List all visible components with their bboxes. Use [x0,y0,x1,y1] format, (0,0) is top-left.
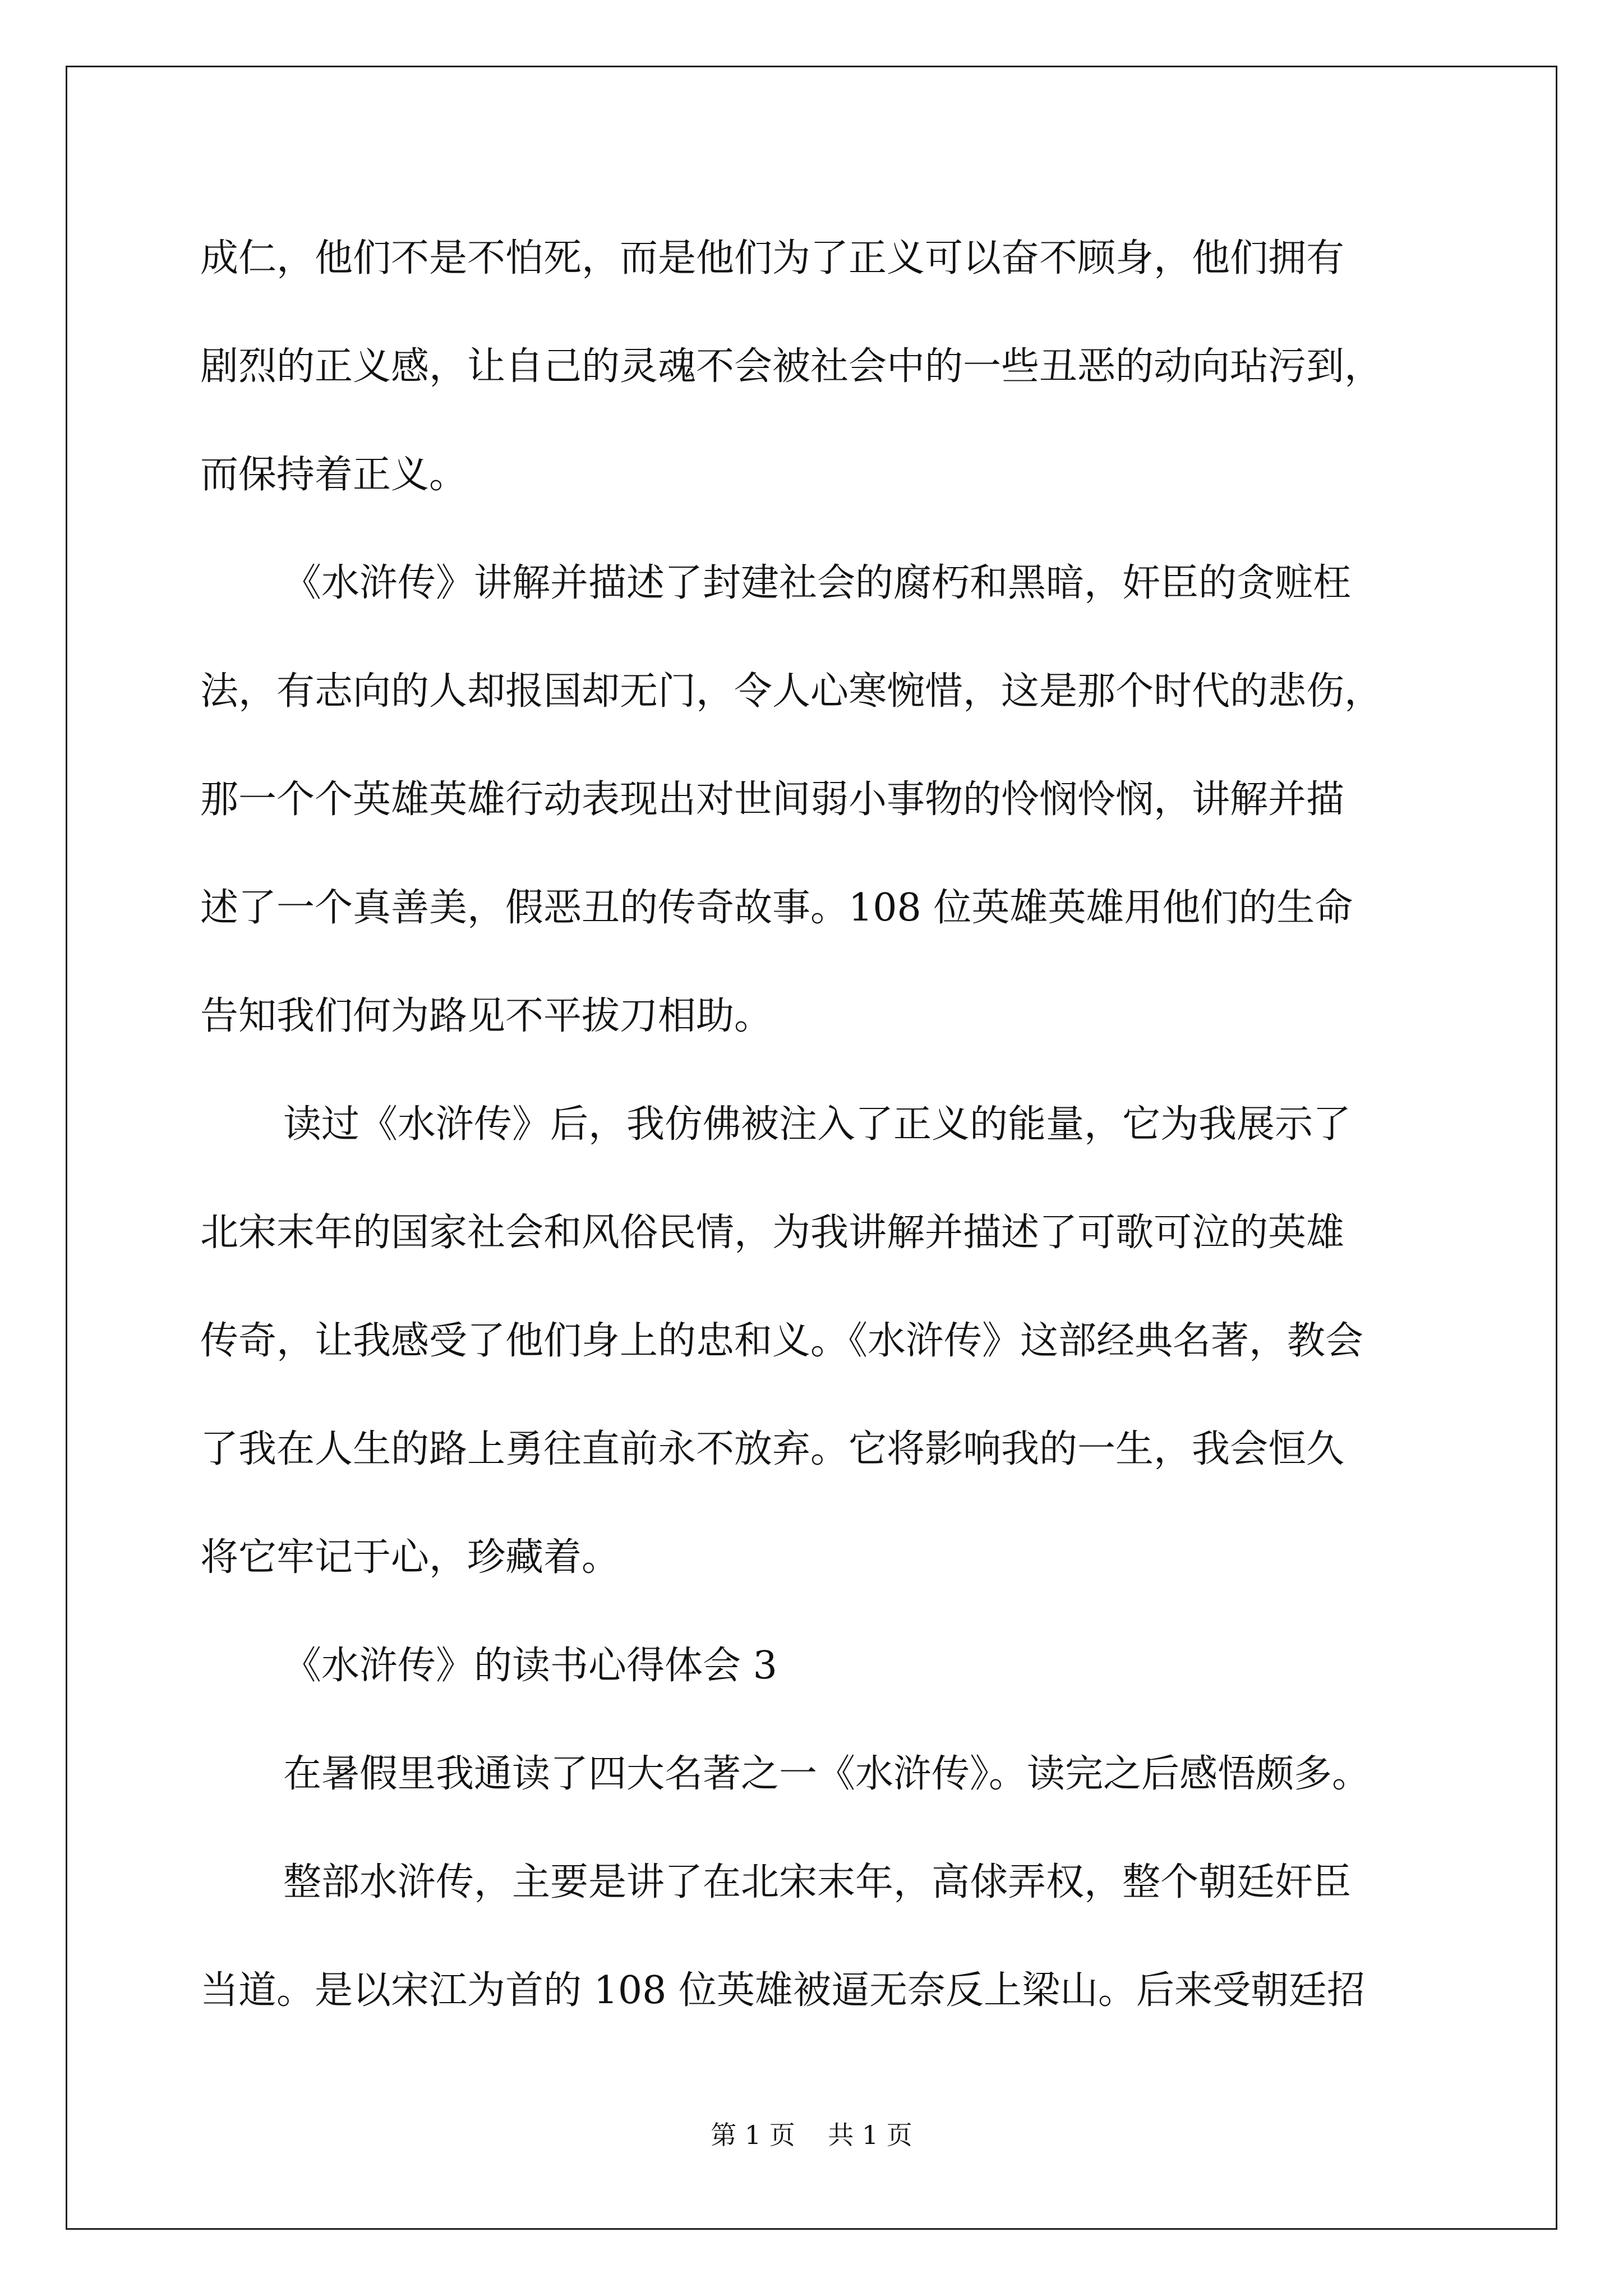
paragraph-start-line: 读过《水浒传》后，我仿佛被注入了正义的能量，它为我展示了 [283,1102,1352,1147]
paragraph-start-line: 《水浒传》讲解并描述了封建社会的腐朽和黑暗，奸臣的贪赃枉 [283,561,1352,605]
text-line: 法，有志向的人却报国却无门，令人心寒惋惜，这是那个时代的悲伤， [200,669,1383,714]
paragraph-start-line: 整部水浒传，主要是讲了在北宋末年，高俅弄权，整个朝廷奸臣 [283,1860,1352,1904]
text-line: 当道。是以宋江为首的 108 位英雄被逼无奈反上梁山。后来受朝廷招 [200,1968,1366,2013]
page-footer: 第 1 页 共 1 页 [711,2120,912,2150]
text-line: 了我在人生的路上勇往直前永不放弃。它将影响我的一生，我会恒久 [200,1427,1345,1471]
text-line: 告知我们何为路见不平拔刀相助。 [200,994,773,1038]
text-line: 述了一个真善美，假恶丑的传奇故事。108 位英雄英雄用他们的生命 [200,886,1353,930]
text-line: 北宋末年的国家社会和风俗民情，为我讲解并描述了可歌可泣的英雄 [200,1211,1345,1255]
text-line: 将它牢记于心，珍藏着。 [200,1535,620,1580]
text-line: 而保持着正义。 [200,453,468,497]
text-line: 那一个个英雄英雄行动表现出对世间弱小事物的怜悯怜悯，讲解并描 [200,777,1345,822]
section-heading: 《水浒传》的读书心得体会 3 [283,1644,777,1688]
paragraph-start-line: 在暑假里我通读了四大名著之一《水浒传》。读完之后感悟颇多。 [283,1752,1371,1796]
document-body [200,204,1428,2045]
text-line: 成仁，他们不是不怕死，而是他们为了正义可以奋不顾身，他们拥有 [200,236,1345,280]
text-line: 剧烈的正义感，让自己的灵魂不会被社会中的一些丑恶的动向玷污到， [200,344,1383,389]
text-line: 传奇，让我感受了他们身上的忠和义。《水浒传》这部经典名著，教会 [200,1319,1364,1363]
